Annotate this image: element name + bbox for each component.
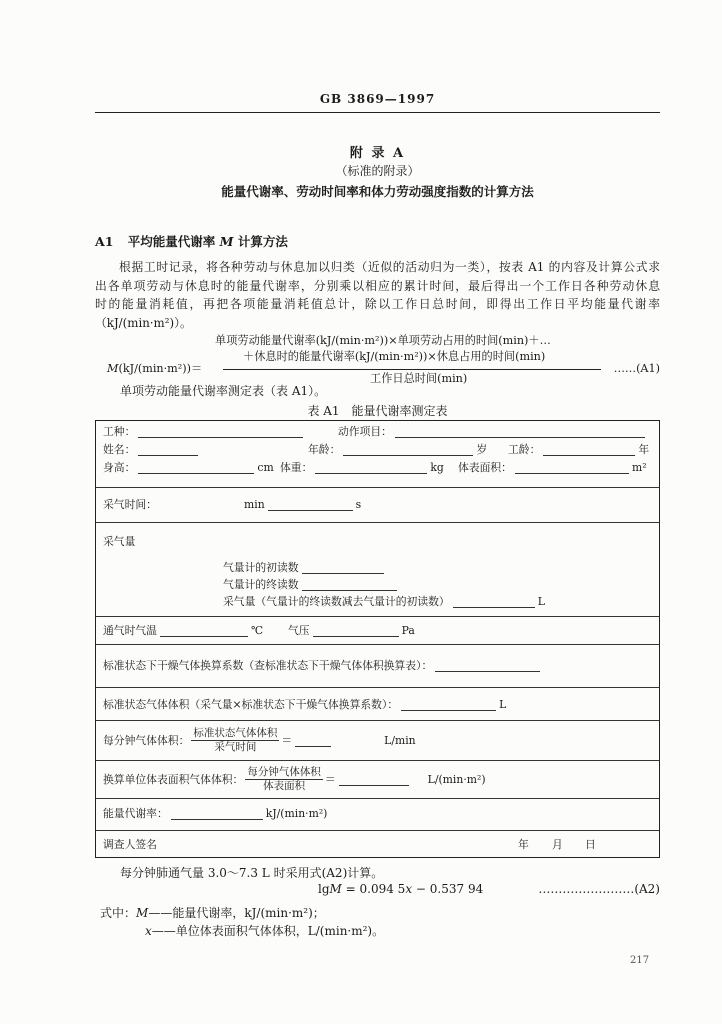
field-initial-reading: [223, 560, 387, 575]
formula-a2-lg: lg: [318, 882, 330, 896]
field-label: 换算单位体表面积气体体积：: [103, 773, 244, 786]
field-label: 调查人签名: [103, 838, 157, 851]
header-rule: [95, 112, 660, 113]
field-label: 气量计的终读数: [223, 578, 299, 591]
where-symbol-m: M: [136, 906, 149, 920]
fraction-denominator: 采气时间: [214, 741, 257, 753]
equals-sign: ＝: [324, 773, 336, 786]
formula-a1: [95, 334, 660, 386]
table-row-per-minute-volume: [96, 721, 659, 761]
field-label: 通气时气温: [103, 624, 157, 637]
field-label: 气量计的初读数: [223, 561, 299, 574]
appendix-title: 能量代谢率、劳动时间率和体力劳动强度指数的计算方法: [221, 184, 534, 199]
field-label: 身高：: [103, 461, 136, 474]
document-code: GB 3869—1997: [319, 92, 436, 106]
field-unit: s: [355, 498, 362, 511]
where-line-m: [100, 904, 325, 921]
field-label: 能量代谢率：: [103, 807, 168, 820]
formula-a2-condition: 每分钟肺通气量 3.0～7.3 L 时采用式(A2)计算。: [120, 866, 384, 880]
field-work-years: [508, 442, 649, 457]
field-job-type: [103, 424, 306, 439]
field-sampling-time-label: [103, 497, 157, 512]
field-label: 采气时间：: [103, 498, 157, 511]
fill-in-blank: [138, 462, 254, 474]
formula-a1-lhs-unit: (kJ/(min·m²))＝: [118, 362, 203, 375]
fill-in-blank: [395, 426, 645, 438]
fill-in-blank: [171, 808, 263, 820]
fill-in-blank: [315, 462, 427, 474]
fill-in-blank: [302, 579, 397, 591]
formula-a1-numerator-line2: ＋休息时的能量代谢率(kJ/(min·m²))×休息占用的时间(min): [243, 350, 546, 363]
table-row-metabolic-rate: [96, 799, 659, 831]
field-collected-volume: [223, 594, 545, 609]
table-row-conditions: [96, 617, 659, 645]
where-label: 式中：: [100, 906, 137, 920]
field-unit: min: [244, 498, 265, 511]
fill-in-blank: [160, 625, 248, 637]
body-paragraph: [95, 258, 660, 332]
section-symbol: M: [219, 234, 234, 249]
field-weight: [280, 460, 444, 475]
field-label: 体重：: [280, 461, 313, 474]
where-symbol-x: x: [145, 924, 152, 938]
where-description: ——能量代谢率，kJ/(min·m²)；: [148, 906, 325, 920]
field-unit: 年: [638, 443, 650, 456]
field-label: 采气量（气量计的终读数减去气量计的初读数）: [223, 595, 450, 608]
field-unit: cm: [257, 461, 274, 474]
fill-in-blank: [339, 774, 409, 786]
section-title-before: 平均能量代谢率: [127, 234, 216, 249]
fill-in-blank: [543, 444, 635, 456]
formula-a1-numerator-line1: 单项劳动能量代谢率(kJ/(min·m²))×单项劳动占用的时间(min)＋…: [215, 334, 551, 347]
fraction-numerator: 每分钟气体体积: [247, 766, 321, 778]
fill-in-blank: [343, 444, 473, 456]
paragraph-line: 根据工时记录，将各种劳动与休息加以归类（近似的活动归为一类），按表 A1 的内容及计算公式求: [119, 260, 660, 274]
fill-in-blank: [302, 562, 384, 574]
field-unit: ℃: [250, 624, 264, 637]
formula-a2-symbol-x: x: [405, 882, 413, 896]
appendix-label: 附 录 A: [349, 146, 406, 161]
fraction: [245, 766, 323, 793]
field-label: 每分钟气体体积：: [103, 734, 190, 747]
table-title: 表 A1 能量代谢率测定表: [307, 404, 448, 418]
field-per-area-volume: [103, 766, 486, 793]
table-row-per-area-volume: [96, 761, 659, 799]
paragraph-line: 出各单项劳动与休息时的能量代谢率，分别乘以相应的累计时间，最后得出一个工作日各种劳动休息: [95, 278, 660, 293]
table-row-sampling-time: [96, 488, 659, 523]
formula-a2-coefficient: = 0.094 5: [341, 882, 406, 896]
fill-in-blank: [515, 462, 629, 474]
field-label: 标准状态下干燥气体换算系数（查标准状态下干燥气体体积换算表）：: [103, 659, 433, 672]
formula-a1-symbol-m: M: [107, 362, 119, 375]
paragraph-line: 时的能量消耗值，再把各项能量消耗值总计，除以工作日总时间，即得出工作日平均能量代谢率: [95, 297, 660, 312]
field-body-surface-area: [458, 460, 647, 475]
formula-a2-tag: ……………………(A2): [538, 882, 660, 896]
field-metabolic-rate: [103, 806, 327, 821]
field-unit: m²: [631, 461, 647, 474]
table-row-conversion-factor: [96, 645, 659, 688]
table-row-personal-info: [96, 421, 659, 488]
field-unit: 岁: [476, 443, 488, 456]
field-temperature: [103, 623, 263, 638]
field-name: [103, 442, 201, 457]
page-number: 217: [630, 955, 650, 966]
measurement-table: [95, 420, 660, 858]
field-label: 动作项目：: [338, 425, 392, 438]
field-unit: L/(min·m²): [427, 773, 486, 786]
field-final-reading: [223, 577, 400, 592]
field-height: [103, 460, 274, 475]
formula-a1-tag: ……(A1): [613, 362, 660, 375]
field-label: 采气量: [103, 535, 136, 548]
appendix-note: （标准的附录）: [335, 164, 420, 178]
field-gas-volume-heading: [103, 534, 135, 549]
section-heading-a1: [95, 232, 288, 250]
field-label: 气压: [288, 624, 310, 637]
field-investigator-signature: [103, 837, 157, 852]
field-standard-volume: [103, 697, 506, 712]
paragraph-line: （kJ/(min·m²)）。: [95, 315, 192, 330]
formula-a1-lhs: [107, 362, 202, 376]
field-pressure: [288, 623, 415, 638]
field-label: 姓名：: [103, 443, 136, 456]
field-age: [308, 442, 487, 457]
field-unit: Pa: [401, 624, 415, 637]
fill-in-blank: [453, 596, 535, 608]
fill-in-blank: [138, 444, 198, 456]
fill-in-blank: [401, 699, 496, 711]
field-sampling-time: [244, 497, 361, 512]
fraction-denominator: 体表面积: [263, 780, 306, 792]
formula-a2: [318, 882, 483, 896]
where-description: ——单位体表面积气体体积，L/(min·m²)。: [151, 924, 385, 938]
fill-in-blank: [268, 499, 353, 511]
fraction-numerator: 标准状态气体体积: [193, 727, 278, 739]
date-month-label: 月: [552, 838, 563, 851]
table-intro: 单项劳动能量代谢率测定表（表 A1）。: [120, 384, 327, 398]
table-row-signature: [96, 831, 659, 857]
field-label: 体表面积：: [458, 461, 512, 474]
field-unit: kJ/(min·m²): [265, 807, 328, 820]
formula-a2-constant: − 0.537 94: [412, 882, 484, 896]
field-action-item: [338, 424, 648, 439]
field-label: 工种：: [103, 425, 136, 438]
fill-in-blank: [435, 660, 540, 672]
formula-a2-symbol-m: M: [329, 882, 342, 896]
fraction: [191, 727, 279, 754]
where-line-x: [145, 922, 384, 939]
field-unit: kg: [430, 461, 444, 474]
field-conversion-factor: [103, 658, 543, 673]
equals-sign: ＝: [281, 734, 293, 747]
field-unit: L: [537, 595, 545, 608]
table-row-gas-volume: [96, 523, 659, 617]
field-unit: L: [499, 698, 507, 711]
fill-in-blank: [138, 426, 303, 438]
field-label: 年龄：: [308, 443, 341, 456]
date-day-label: 日: [585, 838, 596, 851]
date-year-label: 年: [518, 838, 529, 851]
field-label: 工龄：: [508, 443, 541, 456]
section-number: A1: [95, 234, 114, 249]
formula-a1-denominator: 工作日总时间(min): [370, 372, 468, 385]
fill-in-blank: [313, 625, 399, 637]
section-title-after: 计算方法: [237, 234, 288, 249]
fill-in-blank: [295, 735, 331, 747]
field-unit: L/min: [384, 734, 416, 747]
table-row-standard-volume: [96, 688, 659, 721]
field-label: 标准状态气体体积（采气量×标准状态下干燥气体换算系数）：: [103, 698, 399, 711]
formula-a1-fraction-bar: [223, 369, 601, 370]
field-per-minute-volume: [103, 727, 416, 754]
